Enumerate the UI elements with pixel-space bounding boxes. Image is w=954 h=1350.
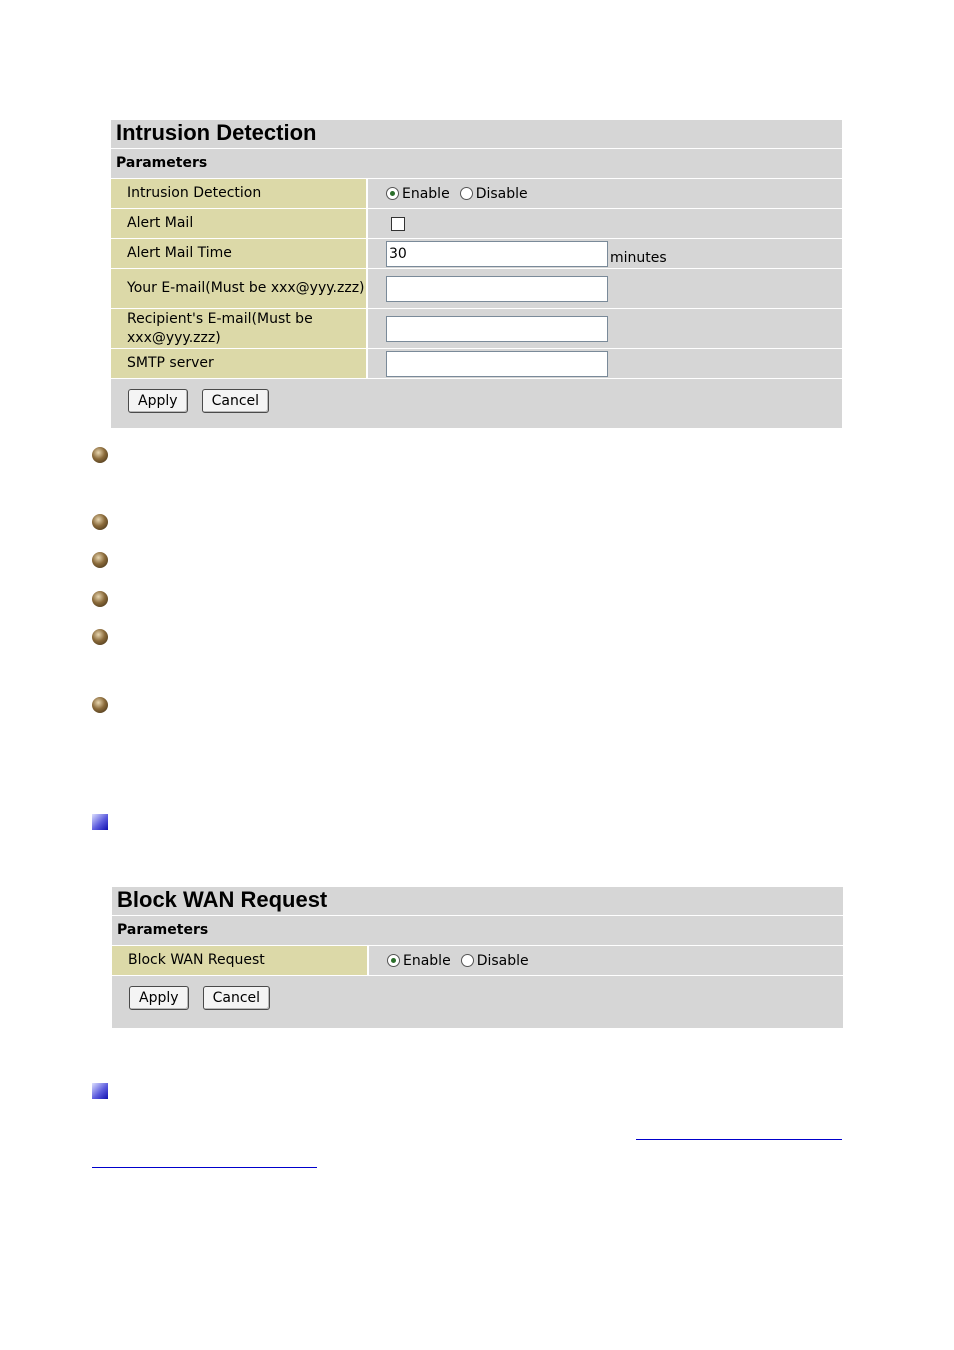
row-intrusion-detection xyxy=(111,179,842,209)
button-bar xyxy=(112,976,843,1010)
row-label: Alert Mail Time xyxy=(111,239,368,268)
row-alert-mail-time xyxy=(111,239,842,269)
row-alert-mail xyxy=(111,209,842,239)
section-header: Parameters xyxy=(112,916,843,946)
button-bar xyxy=(111,379,842,413)
row-value xyxy=(368,269,842,308)
row-label: Recipient's E-mail(Must be xxx@yyy.zzz) xyxy=(111,309,368,348)
disable-radio[interactable] xyxy=(461,954,474,967)
bullet-icon xyxy=(92,629,108,645)
block-wan-request-panel xyxy=(112,887,843,1028)
row-your-email xyxy=(111,269,842,309)
alert-mail-time-input[interactable] xyxy=(386,241,608,267)
hyperlink-underline[interactable] xyxy=(92,1167,317,1168)
apply-button[interactable]: Apply xyxy=(128,389,188,413)
bullet-icon xyxy=(92,552,108,568)
row-smtp-server xyxy=(111,349,842,379)
your-email-input[interactable] xyxy=(386,276,608,302)
section-marker-icon xyxy=(92,1083,108,1099)
enable-radio-label: Enable xyxy=(403,952,451,969)
row-value xyxy=(368,209,842,238)
row-label: Block WAN Request xyxy=(112,946,369,975)
row-value xyxy=(368,239,842,268)
disable-radio-label: Disable xyxy=(475,185,528,202)
bullet-icon xyxy=(92,447,108,463)
section-marker-icon xyxy=(92,814,108,830)
enable-radio[interactable] xyxy=(387,954,400,967)
hyperlink-underline[interactable] xyxy=(636,1139,842,1140)
row-label: Intrusion Detection xyxy=(111,179,368,208)
enable-radio[interactable] xyxy=(386,187,399,200)
disable-radio[interactable] xyxy=(460,187,473,200)
panel-title: Intrusion Detection xyxy=(111,120,842,149)
row-block-wan-request xyxy=(112,946,843,976)
row-recipient-email xyxy=(111,309,842,349)
disable-radio-label: Disable xyxy=(476,952,529,969)
row-value xyxy=(369,946,843,975)
section-header: Parameters xyxy=(111,149,842,179)
minutes-unit: minutes xyxy=(610,249,667,266)
bullet-icon xyxy=(92,591,108,607)
alert-mail-checkbox[interactable] xyxy=(391,217,405,231)
cancel-button[interactable]: Cancel xyxy=(202,389,269,413)
row-label: SMTP server xyxy=(111,349,368,378)
row-value xyxy=(368,349,842,378)
intrusion-detection-panel xyxy=(111,120,842,428)
enable-radio-label: Enable xyxy=(402,185,450,202)
recipient-email-input[interactable] xyxy=(386,316,608,342)
row-label: Alert Mail xyxy=(111,209,368,238)
row-label: Your E-mail(Must be xxx@yyy.zzz) xyxy=(111,269,368,308)
apply-button[interactable]: Apply xyxy=(129,986,189,1010)
bullet-icon xyxy=(92,514,108,530)
smtp-server-input[interactable] xyxy=(386,351,608,377)
row-value xyxy=(368,309,842,348)
cancel-button[interactable]: Cancel xyxy=(203,986,270,1010)
row-value xyxy=(368,179,842,208)
panel-title: Block WAN Request xyxy=(112,887,843,916)
bullet-icon xyxy=(92,697,108,713)
